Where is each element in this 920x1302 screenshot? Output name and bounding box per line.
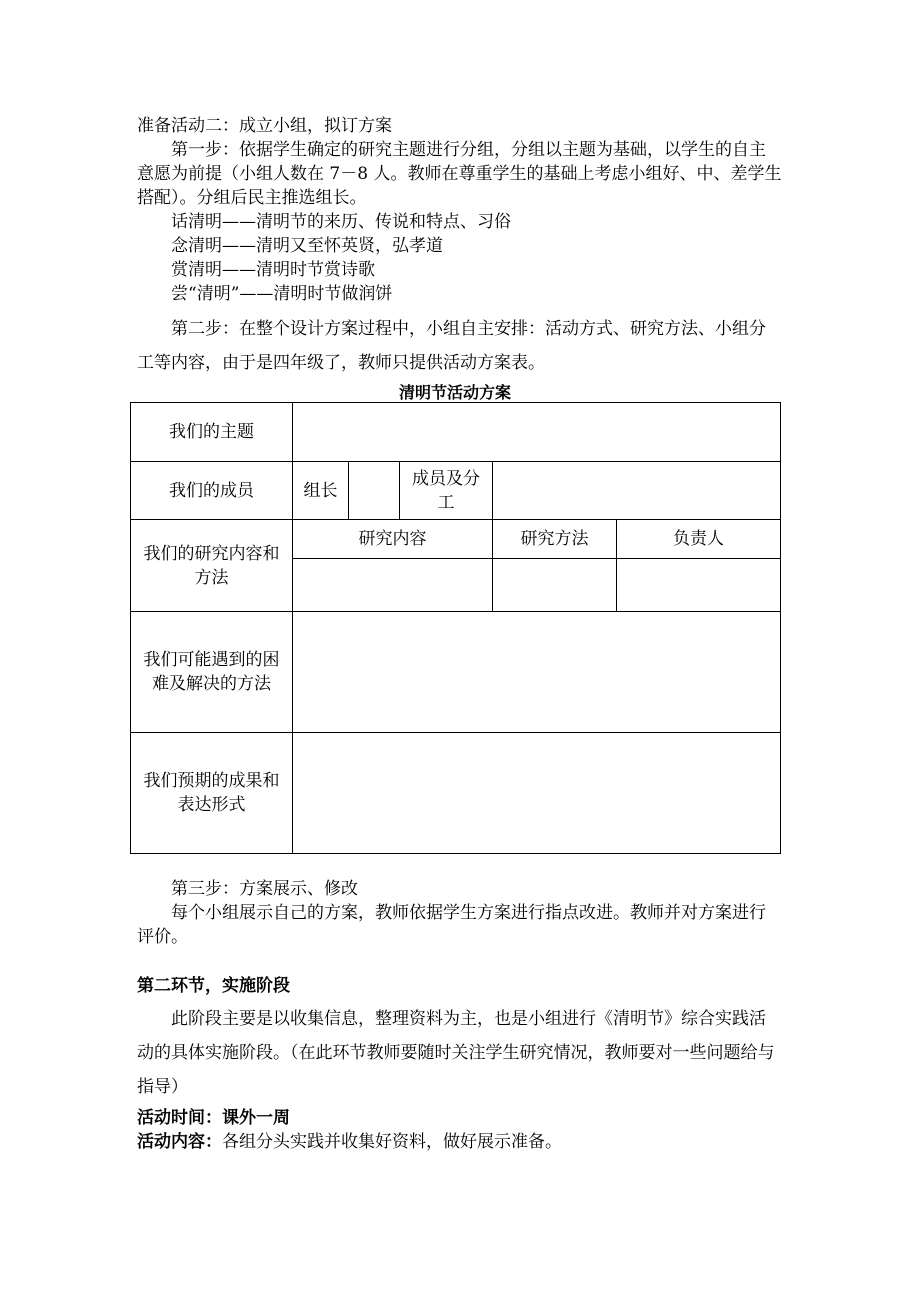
section2-paragraph: 此阶段主要是以收集信息，整理资料为主，也是小组进行《清明节》综合实践活动的具体实施阶段。（在此环节教师要随时关注学生研究情况，教师要对一些问题给与指导） <box>137 1009 775 1097</box>
activity-time-line <box>137 1106 290 1130</box>
topic-item: 赏清明——清明时节赏诗歌 <box>171 260 375 280</box>
activity-time-label: 活动时间： <box>137 1108 222 1128</box>
topic-item: 念清明——清明又至怀英贤，弘孝道 <box>171 236 443 256</box>
research-method-cell[interactable] <box>493 559 617 612</box>
plan-table-title: 清明节活动方案 <box>398 383 511 402</box>
difficulty-cell[interactable] <box>293 612 781 733</box>
activity-content-value: 各组分头实践并收集好资料，做好展示准备。 <box>222 1132 562 1152</box>
research-label: 我们的研究内容和方法 <box>131 520 293 612</box>
owner-cell[interactable] <box>617 559 781 612</box>
activity-content-label: 活动内容： <box>137 1132 222 1152</box>
step3-paragraph: 每个小组展示自己的方案，教师依据学生方案进行指点改进。教师并对方案进行评价。 <box>137 903 766 947</box>
outcome-label: 我们预期的成果和表达形式 <box>131 733 293 854</box>
members-division-cell[interactable] <box>493 462 781 520</box>
activity-content-line <box>137 1130 562 1154</box>
section2-heading: 第二环节，实施阶段 <box>137 976 290 996</box>
leader-cell[interactable] <box>349 462 400 520</box>
step1-paragraph: 第一步：依据学生确定的研究主题进行分组，分组以主题为基础，以学生的自主意愿为前提（小组人数在 7－8 人。教师在尊重学生的基础上考虑小组好、中、差学生搭配）。分组后民主推选组长。 <box>137 140 782 208</box>
theme-cell[interactable] <box>293 403 781 462</box>
topic-item: 话清明——清明节的来历、传说和特点、习俗 <box>171 212 511 232</box>
difficulty-label: 我们可能遇到的困难及解决的方法 <box>131 612 293 733</box>
members-division-label: 成员及分工 <box>400 462 493 520</box>
leader-label: 组长 <box>293 462 349 520</box>
col-research-content: 研究内容 <box>293 520 493 559</box>
col-owner: 负责人 <box>617 520 781 559</box>
theme-label: 我们的主题 <box>131 403 293 462</box>
activity-plan-table <box>130 402 781 854</box>
members-label: 我们的成员 <box>131 462 293 520</box>
outcome-cell[interactable] <box>293 733 781 854</box>
prep-heading: 准备活动二：成立小组，拟订方案 <box>137 116 392 136</box>
step3-heading: 第三步：方案展示、修改 <box>171 879 358 899</box>
step2-paragraph: 第二步：在整个设计方案过程中，小组自主安排：活动方式、研究方法、小组分工等内容，由于是四年级了，教师只提供活动方案表。 <box>137 319 766 373</box>
topic-item: 尝“清明”——清明时节做润饼 <box>171 284 393 304</box>
research-content-cell[interactable] <box>293 559 493 612</box>
col-research-method: 研究方法 <box>493 520 617 559</box>
activity-time-value: 课外一周 <box>222 1108 290 1128</box>
